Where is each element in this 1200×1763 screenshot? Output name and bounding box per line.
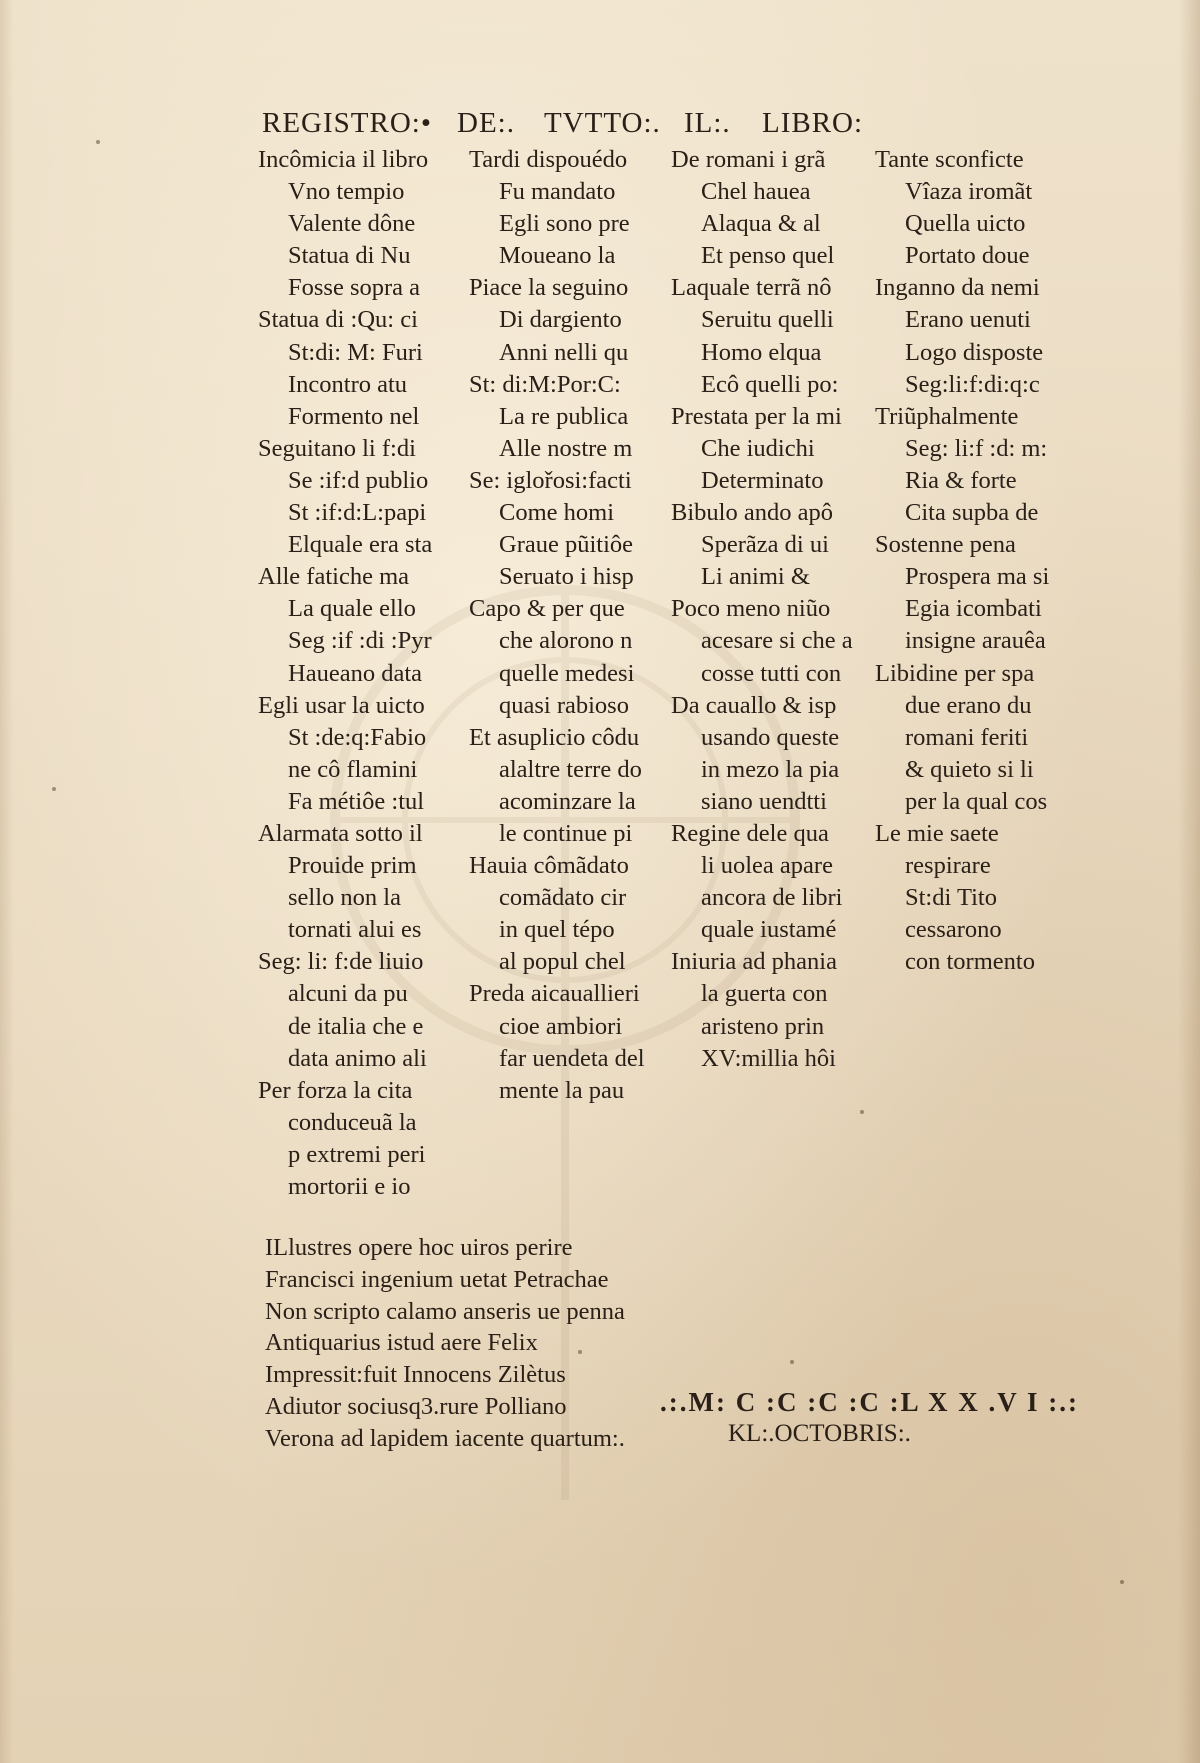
register-entry: Alaqua & al <box>701 210 821 238</box>
register-entry: Libidine per spa <box>875 659 1035 687</box>
register-entry: Prospera ma si <box>905 563 1050 591</box>
register-entry: cosse tutti con <box>701 659 842 687</box>
register-entry: St :de:q:Fabio <box>288 723 427 751</box>
register-entry: Fu mandato <box>499 178 616 206</box>
register-entry: Seruato i hisp <box>499 563 634 591</box>
register-entry: Per forza la cita <box>258 1076 413 1104</box>
register-entry: Inganno da nemi <box>875 274 1040 302</box>
register-entry: St :if:d:L:papi <box>288 499 427 527</box>
paper-speck <box>790 1360 794 1364</box>
register-entry: data animo ali <box>288 1044 427 1072</box>
register-entry: comãdato cir <box>499 884 627 912</box>
register-entry: Tante sconficte <box>875 146 1024 173</box>
heading-word: LIBRO: <box>762 107 864 139</box>
heading-word: REGISTRO:• <box>262 107 432 139</box>
register-entry: Piace la seguino <box>469 274 629 302</box>
register-entry: & quieto si li <box>905 755 1034 783</box>
register-entry: insigne arauêa <box>905 627 1046 655</box>
paper-speck <box>1120 1580 1124 1584</box>
register-entry: far uendeta del <box>499 1044 645 1072</box>
register-entry: cessarono <box>905 916 1002 944</box>
register-entry: St:di Tito <box>905 884 997 912</box>
register-entry: mente la pau <box>499 1076 625 1104</box>
register-entry: Seg: li:f :d: m: <box>905 434 1048 462</box>
register-entry: La re publica <box>499 402 629 430</box>
register-entry: Vno tempio <box>288 178 405 206</box>
register-entry: Se: iglořosi:facti <box>469 466 632 494</box>
register-entry: la guerta con <box>701 980 828 1008</box>
register-entry: in quel tépo <box>499 916 615 944</box>
register-entry: usando queste <box>701 723 840 751</box>
register-entry: due erano du <box>905 691 1032 719</box>
register-entry: Determinato <box>701 466 824 494</box>
colophon-line: Antiquarius istud aere Felix <box>265 1329 538 1357</box>
register-entry: Egli sono pre <box>499 210 630 238</box>
register-entry: per la qual cos <box>905 787 1048 815</box>
register-entry: Logo disposte <box>905 338 1044 366</box>
register-entry: Tardi dispouédo <box>469 146 628 173</box>
register-entry: ancora de libri <box>701 884 843 912</box>
register-entry: Et penso quel <box>701 242 835 270</box>
register-entry: Seg :if :di :Pyr <box>288 627 432 655</box>
colophon-line: Adiutor sociusq3.rure Polliano <box>265 1392 567 1420</box>
register-entry: Seruitu quelli <box>701 306 834 334</box>
register-entry: Egia icombati <box>905 595 1042 623</box>
register-entry: Da cauallo & isp <box>671 691 837 719</box>
heading-word: IL:. <box>684 107 731 139</box>
register-entry: respirare <box>905 852 991 880</box>
colophon-line: Impressit:fuit Innocens Zilètus <box>265 1361 566 1389</box>
register-entry: Seguitano li f:di <box>258 434 416 462</box>
register-entry: Portato doue <box>905 242 1030 270</box>
register-entry: XV:millia hôi <box>701 1044 836 1072</box>
register-column-4 <box>875 144 1085 978</box>
register-entry: La quale ello <box>288 595 416 623</box>
page-edge-shadow-right <box>1178 0 1200 1763</box>
register-entry: Chel hauea <box>701 178 811 206</box>
register-entry: de italia che e <box>288 1012 424 1040</box>
register-entry: Alarmata sotto il <box>258 819 423 847</box>
register-entry: Come homi <box>499 499 615 527</box>
register-entry: De romani i grã <box>671 146 826 173</box>
register-entry: Incômicia il libro <box>258 146 429 173</box>
paper-speck <box>860 1110 864 1114</box>
heading-word: TVTTO:. <box>544 107 661 139</box>
register-entry: Valente dône <box>288 210 416 238</box>
register-entry: quelle medesi <box>499 659 635 687</box>
register-entry: ne cô flamini <box>288 755 418 783</box>
register-entry: Graue pũitiôe <box>499 531 634 559</box>
paper-speck <box>578 1350 582 1354</box>
register-column-3 <box>671 144 876 1075</box>
register-entry: Hauia cômãdato <box>469 852 629 880</box>
register-entry: acominzare la <box>499 787 636 815</box>
register-entry: p extremi peri <box>288 1140 426 1168</box>
register-entry: Statua di :Qu: ci <box>258 306 418 334</box>
register-entry: conduceuã la <box>288 1108 417 1136</box>
register-entry: romani feriti <box>905 723 1029 751</box>
register-entry: Seg:li:f:di:q:c <box>905 370 1040 398</box>
paper-speck <box>96 140 100 144</box>
register-entry: Di dargiento <box>499 306 622 334</box>
register-entry: Anni nelli qu <box>499 338 629 366</box>
imprint-date: .:.M: C :C :C :C :L X X .V I :.: <box>660 1387 1079 1417</box>
register-entry: Homo elqua <box>701 338 822 366</box>
colophon-line: ILlustres opere hoc uiros perire <box>265 1234 573 1261</box>
register-column-2 <box>469 144 669 1107</box>
register-entry: tornati alui es <box>288 916 422 944</box>
register-entry: Erano uenuti <box>905 306 1031 334</box>
register-entry: quale iustamé <box>701 916 837 944</box>
register-entry: Incontro atu <box>288 370 408 398</box>
colophon-verses <box>265 1232 705 1455</box>
register-entry: Sostenne pena <box>875 531 1016 559</box>
register-entry: Preda aicauallieri <box>469 980 640 1008</box>
register-entry: Statua di Nu <box>288 242 411 270</box>
register-entry: Regine dele qua <box>671 819 829 847</box>
register-entry: St: di:M:Por:C: <box>469 370 621 398</box>
register-entry: Fosse sopra a <box>288 274 421 302</box>
register-entry: Vîaza iromãt <box>905 178 1033 206</box>
register-entry: St:di: M: Furi <box>288 338 423 366</box>
register-entry: Alle nostre m <box>499 434 633 462</box>
register-entry: che alorono n <box>499 627 633 655</box>
imprint-month: KL:.OCTOBRIS:. <box>728 1420 911 1447</box>
register-entry: quasi rabioso <box>499 691 629 719</box>
page-edge-shadow-left <box>0 0 14 1763</box>
register-entry: cioe ambiori <box>499 1012 623 1040</box>
heading-word: DE:. <box>457 107 515 139</box>
register-entry: Sperãza di ui <box>701 531 829 559</box>
register-entry: acesare si che a <box>701 627 853 655</box>
register-entry: mortorii e io <box>288 1173 411 1200</box>
register-entry: li uolea apare <box>701 852 833 880</box>
colophon-line: Verona ad lapidem iacente quartum:. <box>265 1424 625 1452</box>
colophon-line: Non scripto calamo anseris ue penna <box>265 1297 625 1325</box>
register-entry: Cita supba de <box>905 499 1039 527</box>
register-entry: Ria & forte <box>905 466 1017 494</box>
register-entry: siano uendtti <box>701 787 827 815</box>
register-entry: Prestata per la mi <box>671 402 842 430</box>
register-entry: Se :if:d publio <box>288 466 429 494</box>
register-entry: Egli usar la uicto <box>258 691 425 719</box>
register-heading <box>262 107 1062 141</box>
register-entry: Che iudichi <box>701 434 815 462</box>
register-entry: alaltre terre do <box>499 755 642 783</box>
colophon-line: Francisci ingenium uetat Petrachae <box>265 1265 609 1293</box>
register-entry: Haueano data <box>288 659 422 687</box>
register-entry: al popul chel <box>499 948 626 976</box>
register-entry: Capo & per que <box>469 595 625 623</box>
register-entry: sello non la <box>288 884 401 912</box>
register-entry: Laquale terrã nô <box>671 274 832 302</box>
register-entry: Li animi & <box>701 563 810 591</box>
register-entry: Ecô quelli po: <box>701 370 839 398</box>
register-entry: Quella uicto <box>905 210 1026 238</box>
register-entry: Bibulo ando apô <box>671 499 833 527</box>
register-column-1 <box>258 144 458 1203</box>
register-entry: le continue pi <box>499 819 633 847</box>
register-entry: con tormento <box>905 948 1035 976</box>
register-entry: Moueano la <box>499 242 616 270</box>
register-entry: Prouide prim <box>288 852 417 880</box>
paper-speck <box>52 787 56 791</box>
register-entry: Seg: li: f:de liuio <box>258 948 424 976</box>
register-entry: Et asuplicio côdu <box>469 723 640 751</box>
register-entry: Iniuria ad phania <box>671 948 837 976</box>
register-entry: Elquale era sta <box>288 531 433 559</box>
register-entry: in mezo la pia <box>701 755 840 783</box>
register-entry: aristeno prin <box>701 1012 825 1040</box>
register-entry: Le mie saete <box>875 819 999 847</box>
register-entry: Triũphalmente <box>875 402 1019 430</box>
register-entry: Alle fatiche ma <box>258 563 410 591</box>
register-entry: alcuni da pu <box>288 980 408 1008</box>
register-entry: Formento nel <box>288 402 420 430</box>
register-entry: Fa métiôe :tul <box>288 787 425 815</box>
register-entry: Poco meno niũo <box>671 595 831 623</box>
